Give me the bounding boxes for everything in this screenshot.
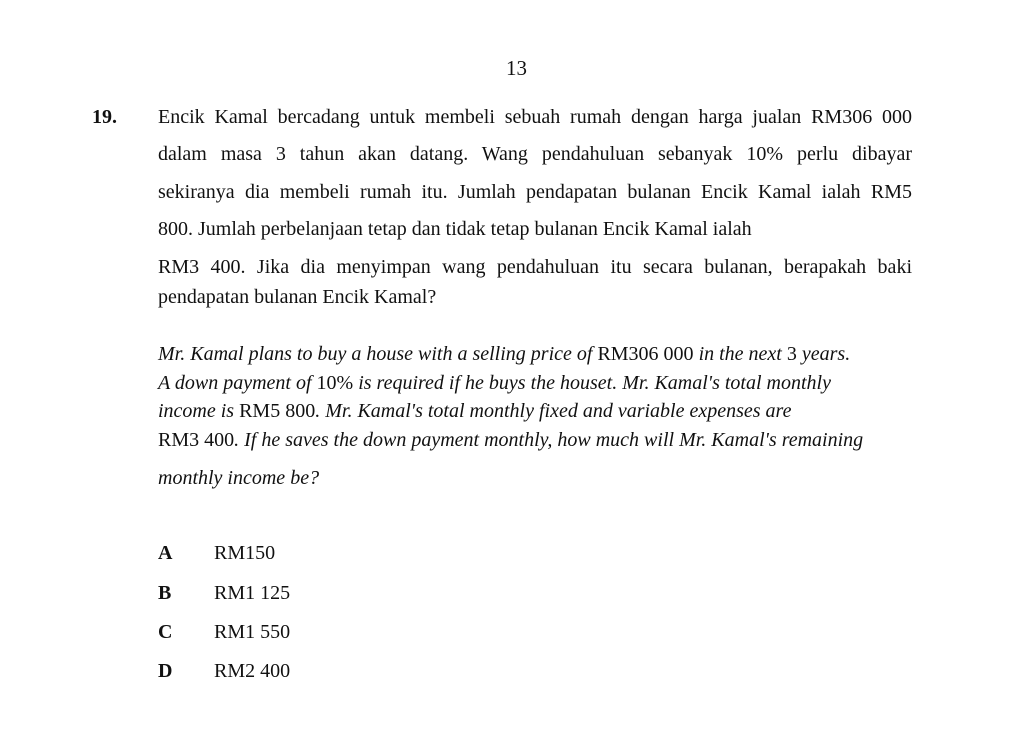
english-value: RM3 400	[158, 429, 235, 451]
english-text: is required if he buys the houset. Mr. Kamal's total monthly	[353, 372, 831, 394]
question-number: 19.	[92, 106, 117, 128]
question-text-english-line	[158, 400, 791, 423]
option-value: RM150	[214, 542, 276, 564]
english-value: 10%	[316, 372, 354, 394]
english-value: RM5 800	[239, 400, 316, 422]
question-text-english-line: monthly income be?	[158, 467, 320, 489]
option-letter: B	[158, 582, 172, 604]
question-text-malay-line: RM3 400. Jika dia menyimpan wang pendahuluan itu secara bulanan, berapakah baki	[158, 256, 912, 278]
question-text-malay-line: sekiranya dia membeli rumah itu. Jumlah pendapatan bulanan Encik Kamal ialah RM5	[158, 181, 912, 203]
question-text-english-line	[158, 343, 850, 366]
english-value: RM306 000	[597, 343, 694, 365]
english-text: income is	[158, 400, 240, 422]
question-text-malay-line: pendapatan bulanan Encik Kamal?	[158, 286, 437, 308]
option-value: RM2 400	[214, 660, 291, 682]
question-text-malay-line: dalam masa 3 tahun akan datang. Wang pendahuluan sebanyak 10% perlu dibayar	[158, 143, 912, 165]
english-text: . Mr. Kamal's total monthly fixed and variable expenses are	[315, 400, 792, 422]
english-text: in the next	[693, 343, 787, 365]
question-text-english-line	[158, 372, 831, 395]
option-letter: D	[158, 660, 173, 682]
page-number: 13	[506, 56, 527, 80]
english-text: Mr. Kamal plans to buy a house with a selling price of	[158, 343, 598, 365]
english-value: 3	[786, 343, 797, 365]
question-text-english-line	[158, 429, 863, 452]
english-text: . If he saves the down payment monthly, how much will Mr. Kamal's remaining	[234, 429, 864, 451]
question-text-malay-line: 800. Jumlah perbelanjaan tetap dan tidak tetap bulanan Encik Kamal ialah	[158, 218, 752, 240]
english-text: years.	[796, 343, 851, 365]
question-text-malay-line: Encik Kamal bercadang untuk membeli sebuah rumah dengan harga jualan RM306 000	[158, 106, 912, 128]
option-letter: A	[158, 542, 173, 564]
option-value: RM1 550	[214, 621, 291, 643]
option-value: RM1 125	[214, 582, 291, 604]
option-letter: C	[158, 621, 173, 643]
english-text: A down payment of	[158, 372, 317, 394]
